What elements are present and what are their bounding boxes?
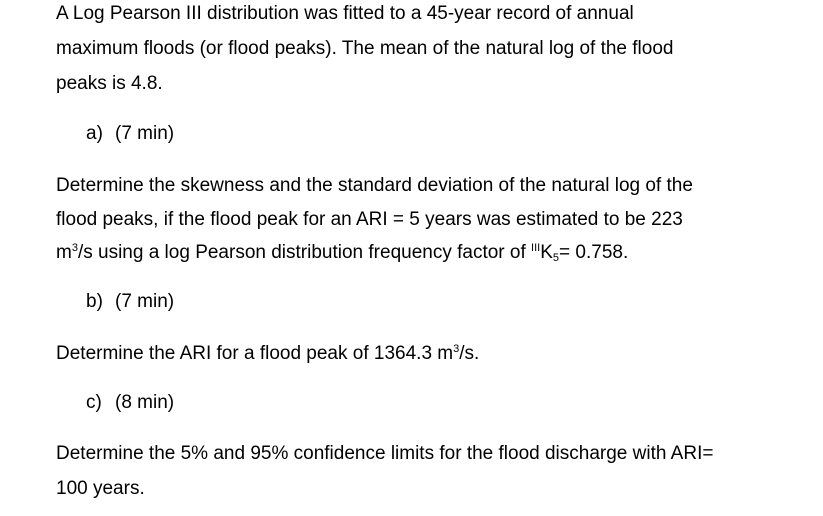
part-b-heading (86, 290, 174, 314)
intro-line-3: peaks is 4.8. (56, 73, 163, 94)
part-a-time: (7 min) (115, 123, 175, 144)
part-a-line-3: $m^3/s$ using a log Pearson distribution frequency factor of $^{III}K_5= 0.758$. (56, 242, 629, 264)
part-b-label: b) (86, 291, 103, 312)
intro-line-2: maximum floods (or flood peaks). The mean of the natural log of the flood (56, 38, 674, 59)
frequency-factor-superscript: III (531, 242, 541, 254)
part-c-heading (86, 391, 174, 415)
part-a-line-2: flood peaks, if the flood peak for an ARI = 5 years was estimated to be 223 (56, 208, 683, 230)
part-a-label: a) (86, 123, 103, 144)
part-c-line-1: Determine the 5% and 95% confidence limits for the flood discharge with ARI= (56, 443, 714, 464)
part-b-time: (7 min) (115, 291, 175, 312)
part-c-paragraph (56, 436, 796, 506)
part-a-heading (86, 122, 174, 146)
part-c-label: c) (86, 392, 102, 413)
intro-paragraph (56, 0, 796, 101)
part-a-paragraph (56, 169, 796, 270)
frequency-factor-subscript: 5 (552, 252, 560, 264)
part-a-line-1: Determine the skewness and the standard deviation of the natural log of the (56, 175, 693, 196)
part-b-paragraph (56, 336, 796, 371)
part-b-line-1: Determine the ARI for a flood peak of 1364.3 $m^3/s$. (56, 343, 480, 364)
part-c-line-2: 100 years. (56, 478, 145, 499)
part-c-time: (8 min) (115, 392, 175, 413)
intro-line-1: A Log Pearson III distribution was fitted to a 45-year record of annual (56, 3, 634, 24)
